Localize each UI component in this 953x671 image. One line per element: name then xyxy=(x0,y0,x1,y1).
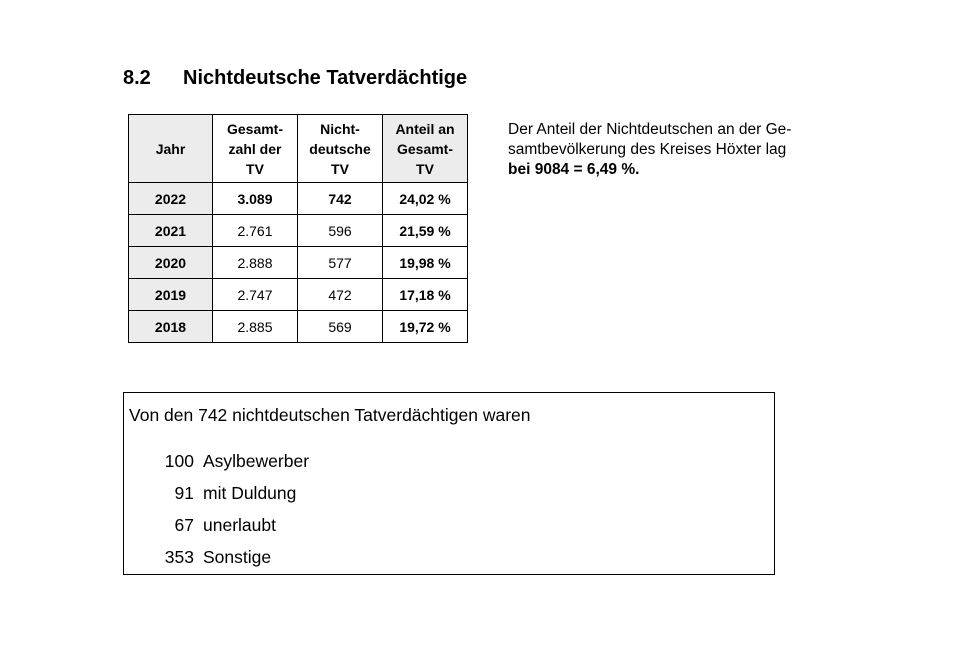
cell-nondeutsch: 472 xyxy=(298,279,383,311)
section-heading xyxy=(123,64,467,92)
header-jahr: Jahr xyxy=(129,115,213,183)
list-item xyxy=(124,546,309,578)
header-nichtdeutsche: Nicht- deutsche TV xyxy=(298,115,383,183)
table-row xyxy=(129,183,468,215)
cell-total: 2.747 xyxy=(213,279,298,311)
breakdown-intro: Von den 742 nichtdeutschen Tatverdächtigen waren xyxy=(129,405,531,425)
cell-nondeutsch: 577 xyxy=(298,247,383,279)
table-row xyxy=(129,279,468,311)
cell-share: 24,02 % xyxy=(383,183,468,215)
suspects-table xyxy=(128,114,468,343)
item-label: Sonstige xyxy=(203,547,272,567)
item-label: unerlaubt xyxy=(203,515,276,535)
item-count: 353 xyxy=(164,547,194,567)
list-item xyxy=(124,450,309,482)
cell-year: 2020 xyxy=(129,247,213,279)
list-item xyxy=(124,514,309,546)
section-title: Nichtdeutsche Tatverdächtige xyxy=(183,67,468,89)
cell-year: 2021 xyxy=(129,215,213,247)
item-count: 67 xyxy=(174,515,194,535)
table-row xyxy=(129,247,468,279)
cell-year: 2019 xyxy=(129,279,213,311)
cell-nondeutsch: 742 xyxy=(298,183,383,215)
side-text-line: Der Anteil der Nichtdeutschen an der Ge- xyxy=(508,121,792,138)
side-text-line: samtbevölkerung des Kreises Höxter lag xyxy=(508,141,787,158)
header-gesamtzahl: Gesamt- zahl der TV xyxy=(213,115,298,183)
population-share-text xyxy=(508,120,858,180)
cell-share: 19,72 % xyxy=(383,311,468,343)
table-row xyxy=(129,311,468,343)
breakdown-list xyxy=(124,450,309,578)
breakdown-box xyxy=(123,392,775,575)
item-count: 100 xyxy=(164,451,194,471)
cell-total: 2.888 xyxy=(213,247,298,279)
cell-share: 21,59 % xyxy=(383,215,468,247)
cell-share: 17,18 % xyxy=(383,279,468,311)
cell-total: 2.761 xyxy=(213,215,298,247)
list-item xyxy=(124,482,309,514)
item-label: Asylbewerber xyxy=(203,451,310,471)
item-label: mit Duldung xyxy=(203,483,297,503)
cell-nondeutsch: 569 xyxy=(298,311,383,343)
cell-total: 3.089 xyxy=(213,183,298,215)
table-header-row xyxy=(129,115,468,183)
cell-nondeutsch: 596 xyxy=(298,215,383,247)
cell-total: 2.885 xyxy=(213,311,298,343)
side-text-highlight: bei 9084 = 6,49 %. xyxy=(508,161,640,178)
cell-share: 19,98 % xyxy=(383,247,468,279)
table-row xyxy=(129,215,468,247)
cell-year: 2022 xyxy=(129,183,213,215)
item-count: 91 xyxy=(174,483,194,503)
cell-year: 2018 xyxy=(129,311,213,343)
header-anteil: Anteil an Gesamt- TV xyxy=(383,115,468,183)
section-number: 8.2 xyxy=(123,67,151,89)
